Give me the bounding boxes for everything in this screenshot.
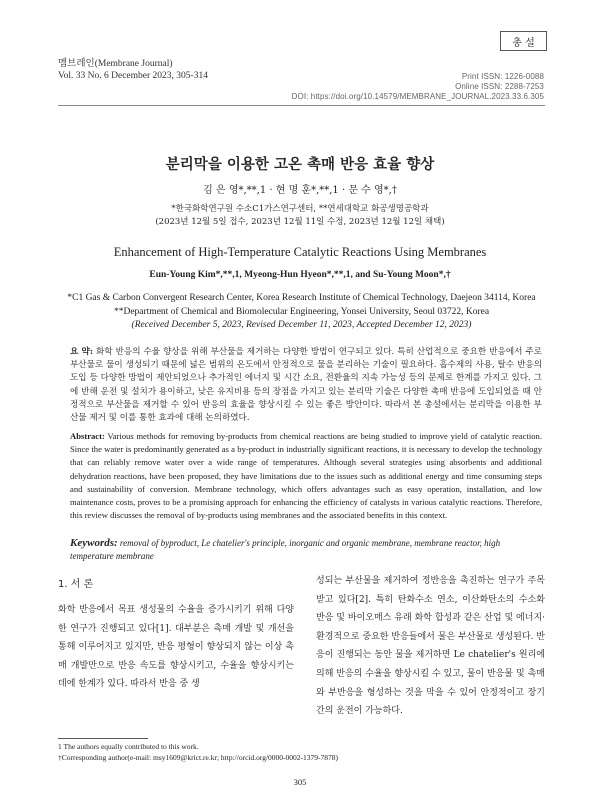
volume-line: Vol. 33 No. 6 December 2023, 305-314 xyxy=(58,71,208,81)
authors-korean: 김 은 영*,**,1 · 현 명 훈*,**,1 · 문 수 영*,† xyxy=(203,185,397,196)
title-english: Enhancement of High-Temperature Catalytic Reactions Using Membranes xyxy=(113,245,487,259)
print-issn: Print ISSN: 1226-0088 xyxy=(461,72,544,81)
authors-english: Eun-Young Kim*,**,1, Myeong-Hun Hyeon*,**,1, and Su-Young Moon*,† xyxy=(149,270,451,280)
footnotes xyxy=(58,742,338,763)
page-number: 305 xyxy=(293,777,307,787)
article-type-badge: 총 설 xyxy=(500,31,547,51)
keywords-text: removal of byproduct, Le chatelier's principle, inorganic and organic membrane, membrane reactor, high temperature membrane xyxy=(70,538,501,561)
abstract-korean xyxy=(70,346,542,425)
affiliation-korean-line2: (2023년 12월 5일 접수, 2023년 12월 11일 수정, 2023년 12월 12일 채택) xyxy=(155,217,445,227)
title-korean: 분리막을 이용한 고온 촉매 반응 효율 향상 xyxy=(165,157,435,173)
abstract-english-text: Various methods for removing by-products from chemical reactions are being studied to improve yield of catalytic reaction. Since the water is predominantly generated as a by-product in industrially significant reactions, it is necessary to develop the technology that can reliably remove water over a wide range of temperatures. Although several strategies using absorbents and additional dehydration reactions, have been proposed, they have limitations due to the issues such as additional energy and time consuming steps and sustainability of conversion. Membrane technology, which offers advantages such as easy operation, installation, and low maintenance costs, proves to be a promising approach for enhancing the efficiency of catalysts in various catalytic reactions. Therefore, this review discusses the removal of by-products using membranes and the associated benefits in this context. xyxy=(70,431,542,521)
affiliation-english xyxy=(58,292,545,333)
affiliation-korean-line1: *한국화학연구원 수소C1가스연구센터, **연세대학교 화공생명공학과 xyxy=(171,204,429,214)
affiliation-english-line2: **Department of Chemical and Biomolecular Engineering, Yonsei University, Seoul 03722, Korea xyxy=(113,306,490,317)
issn-block xyxy=(292,72,544,102)
journal-name: 멤브레인(Membrane Journal) xyxy=(58,59,173,69)
abstract-korean-label: 요 약: xyxy=(70,347,94,357)
journal-header xyxy=(58,58,208,82)
header-divider xyxy=(58,105,545,106)
section-heading-introduction: 1. 서 론 xyxy=(58,579,94,590)
abstract-english xyxy=(70,430,542,522)
affiliation-korean xyxy=(0,203,600,229)
footnote-equal-contribution: 1 The authors equally contributed to this work. xyxy=(58,742,199,751)
footnote-divider xyxy=(58,738,148,739)
affiliation-english-line1: *C1 Gas & Carbon Convergent Research Center, Korea Research Institute of Chemical Technology, Daejeon 34114, Korea xyxy=(67,293,536,303)
body-column-right: 성되는 부산물을 제거하여 정반응을 촉진하는 연구가 주목받고 있다[2]. 특히 탄화수소 연소, 이산화탄소의 수소화 반응 및 바이오매스 유래 화학 합성과 같은 산업 및 에너지·환경적으로 중요한 반응들에서 물은 부산물로 생성된다. 반응이 진행되는 동안 물을 제거하면 Le chatelier's 원리에 의해 반응의 수율을 향상시킬 수 있고, 물이 반응물 및 촉매와 부반응을 형성하는 것을 막을 수 있어 안정적이고 장기간의 운전이 가능하다. xyxy=(316,576,545,717)
body-column-left: 화학 반응에서 목표 생성물의 수율을 증가시키기 위해 다양한 연구가 진행되고 있다[1]. 대부분은 촉매 개발 및 개선을 통해 이루어지고 있지만, 반응 평형이 향상되지 않는 이상 촉매 개발만으로 반응 속도를 향상시키고, 수율을 향상시키는 데에 한계가 있다. 따라서 반응 중 생 xyxy=(58,605,294,690)
keywords xyxy=(70,537,542,562)
abstract-korean-text: 화학 반응의 수율 향상을 위해 부산물을 제거하는 다양한 방법이 연구되고 있다. 특히 산업적으로 중요한 반응에서 주로 부산물로 물이 생성되기 때문에 넓은 범위의 온도에서 안정적으로 물을 분리하는 기술이 필요하다. 흡수제의 사용, 탈수 반응의 도입 등 다양한 방법이 제안되었으나 추가적인 에너지 및 시간 소요, 전환율의 지속 가능성 등의 문제로 한계를 가지고 있다. 그에 반해 운전 및 설치가 용이하고, 낮은 유지비용 등의 장점을 가지고 있는 분리막 기술은 다양한 촉매 반응에 도입되었을 때 안정적으로 부산물을 제거할 수 있어 반응의 효율을 향상시킬 수 있는 좋은 방안이다. 따라서 본 총설에서는 분리막을 이용한 부산물 제거 및 이를 통한 효과에 대해 논의하였다. xyxy=(70,347,543,424)
footnote-corresponding-author: †Corresponding author(e-mail: msy1609@krict.re.kr; http://orcid.org/0000-0002-1379-7878) xyxy=(58,752,339,762)
received-dates: (Received December 5, 2023, Revised December 11, 2023, Accepted December 12, 2023) xyxy=(131,320,472,330)
abstract-english-label: Abstract: xyxy=(70,431,105,441)
keywords-label: Keywords: xyxy=(70,537,118,549)
doi[interactable]: DOI: https://doi.org/10.14579/MEMBRANE_JOURNAL.2023.33.6.305 xyxy=(291,92,544,101)
online-issn: Online ISSN: 2288-7253 xyxy=(455,82,544,91)
